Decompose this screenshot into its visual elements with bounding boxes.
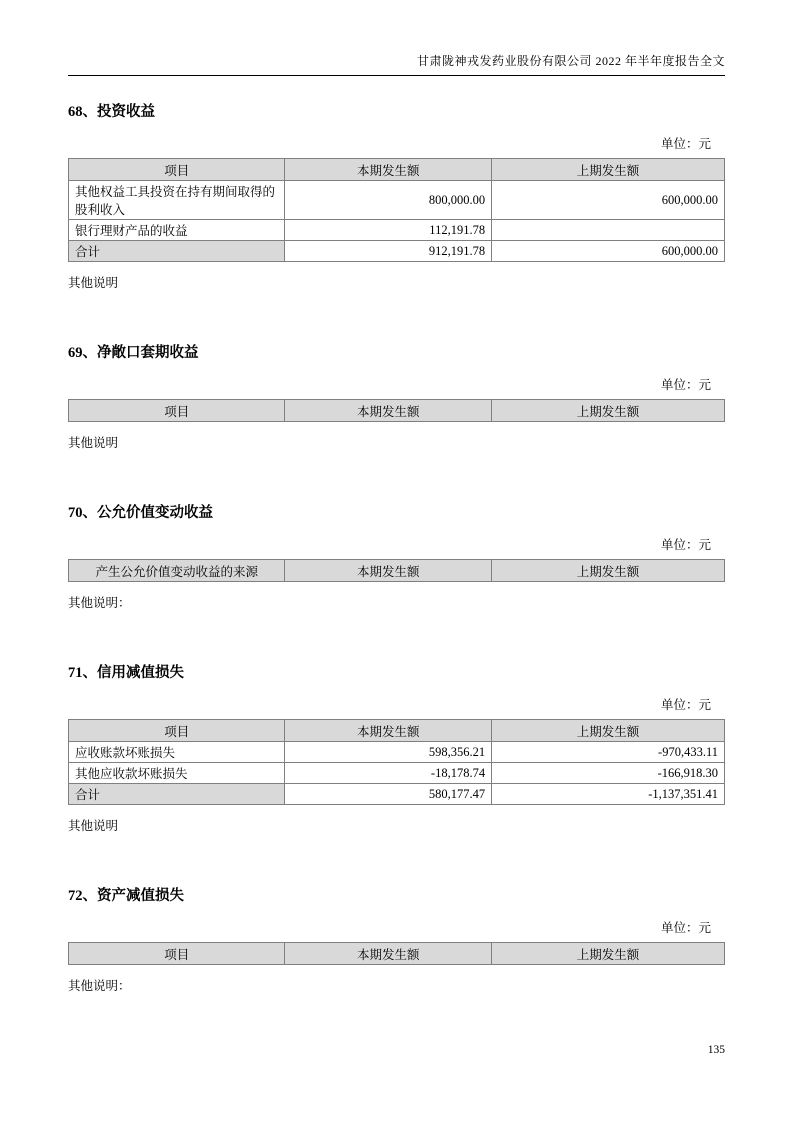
table-total-row [69, 784, 725, 805]
table-row [69, 763, 725, 784]
row-label: 银行理财产品的收益 [69, 220, 285, 241]
table-total-row [69, 241, 725, 262]
other-note: 其他说明 [68, 276, 119, 290]
column-header-prior: 上期发生额 [492, 560, 725, 582]
row-label: 其他应收款坏账损失 [69, 763, 285, 784]
section-title: 71、信用减值损失 [68, 665, 184, 681]
current-amount: -18,178.74 [285, 763, 492, 784]
row-label: 应收账款坏账损失 [69, 742, 285, 763]
section-asset-impairment-loss [68, 884, 725, 994]
section-investment-income [68, 100, 725, 291]
section-title: 72、资产减值损失 [68, 888, 184, 904]
current-amount: 580,177.47 [285, 784, 492, 805]
section-net-hedging-income [68, 341, 725, 451]
prior-amount: -1,137,351.41 [492, 784, 725, 805]
column-header-prior: 上期发生额 [492, 400, 725, 422]
column-header-prior: 上期发生额 [492, 943, 725, 965]
table-row [69, 181, 725, 220]
prior-amount: -970,433.11 [492, 742, 725, 763]
column-header-current: 本期发生额 [285, 720, 492, 742]
column-header-prior: 上期发生额 [492, 159, 725, 181]
investment-income-table [68, 158, 725, 262]
section-title: 69、净敞口套期收益 [68, 345, 199, 361]
current-amount: 598,356.21 [285, 742, 492, 763]
prior-amount: -166,918.30 [492, 763, 725, 784]
prior-amount: 600,000.00 [492, 241, 725, 262]
column-header-item: 项目 [69, 159, 285, 181]
column-header-current: 本期发生额 [285, 560, 492, 582]
unit-label: 单位：元 [660, 698, 711, 712]
column-header-source: 产生公允价值变动收益的来源 [69, 560, 285, 582]
table-row [69, 742, 725, 763]
table-header-row [69, 720, 725, 742]
column-header-current: 本期发生额 [285, 159, 492, 181]
section-fair-value-change-income [68, 501, 725, 611]
column-header-prior: 上期发生额 [492, 720, 725, 742]
fair-value-change-table [68, 559, 725, 582]
prior-amount [492, 220, 725, 241]
other-note: 其他说明： [68, 596, 131, 610]
total-label: 合计 [69, 241, 285, 262]
section-title: 68、投资收益 [68, 104, 155, 120]
document-header: 甘肃陇神戎发药业股份有限公司 2022 年半年度报告全文 [68, 52, 725, 76]
column-header-item: 项目 [69, 720, 285, 742]
unit-label: 单位：元 [660, 921, 711, 935]
unit-label: 单位：元 [660, 378, 711, 392]
other-note: 其他说明： [68, 979, 131, 993]
current-amount: 912,191.78 [285, 241, 492, 262]
current-amount: 800,000.00 [285, 181, 492, 220]
prior-amount: 600,000.00 [492, 181, 725, 220]
other-note: 其他说明 [68, 436, 119, 450]
column-header-item: 项目 [69, 400, 285, 422]
page-number: 135 [707, 1044, 725, 1056]
section-title: 70、公允价值变动收益 [68, 505, 213, 521]
total-label: 合计 [69, 784, 285, 805]
section-credit-impairment-loss [68, 661, 725, 834]
table-row [69, 220, 725, 241]
row-label: 其他权益工具投资在持有期间取得的股利收入 [69, 181, 285, 220]
credit-impairment-table [68, 719, 725, 805]
net-hedging-income-table [68, 399, 725, 422]
table-header-row [69, 400, 725, 422]
unit-label: 单位：元 [660, 137, 711, 151]
unit-label: 单位：元 [660, 538, 711, 552]
column-header-current: 本期发生额 [285, 943, 492, 965]
table-header-row [69, 560, 725, 582]
other-note: 其他说明 [68, 819, 119, 833]
column-header-item: 项目 [69, 943, 285, 965]
table-header-row [69, 943, 725, 965]
asset-impairment-table [68, 942, 725, 965]
column-header-current: 本期发生额 [285, 400, 492, 422]
current-amount: 112,191.78 [285, 220, 492, 241]
table-header-row [69, 159, 725, 181]
